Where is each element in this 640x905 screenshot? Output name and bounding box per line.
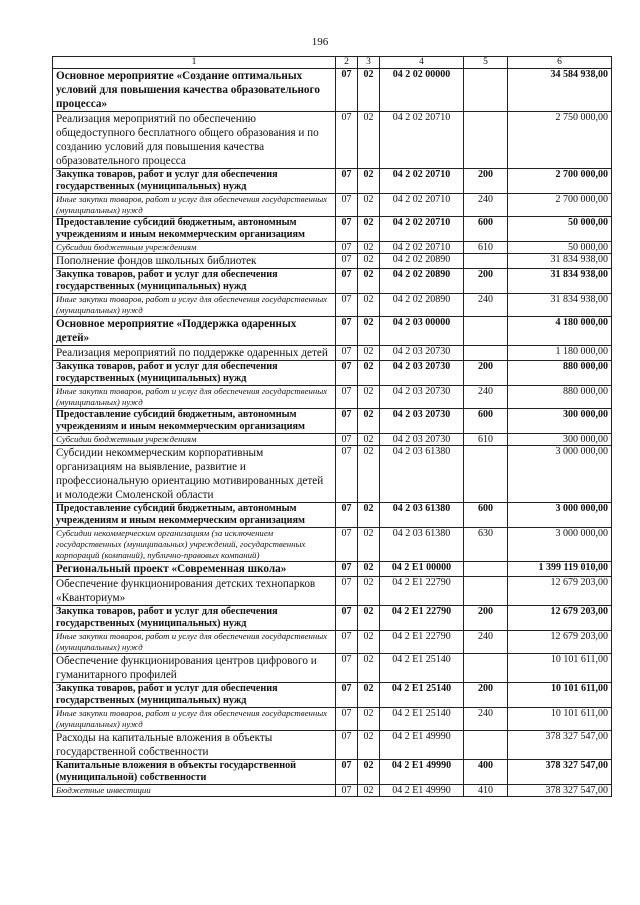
row-amount: 12 679 203,00 bbox=[508, 606, 612, 631]
table-row bbox=[53, 112, 612, 169]
row-amount: 12 679 203,00 bbox=[508, 577, 612, 606]
row-target-article: 04 2 02 20710 bbox=[380, 169, 464, 194]
row-amount: 880 000,00 bbox=[508, 361, 612, 386]
row-expense-type bbox=[464, 112, 508, 169]
table-row bbox=[53, 434, 612, 446]
row-section: 07 bbox=[336, 217, 358, 242]
row-amount: 3 000 000,00 bbox=[508, 528, 612, 562]
row-section: 07 bbox=[336, 269, 358, 294]
row-section: 07 bbox=[336, 317, 358, 346]
row-subsection: 02 bbox=[358, 294, 380, 317]
row-amount: 378 327 547,00 bbox=[508, 731, 612, 760]
row-amount: 1 180 000,00 bbox=[508, 346, 612, 361]
row-expense-type: 200 bbox=[464, 606, 508, 631]
row-subsection: 02 bbox=[358, 346, 380, 361]
table-row bbox=[53, 503, 612, 528]
table-row bbox=[53, 631, 612, 654]
table-row bbox=[53, 294, 612, 317]
row-amount: 2 700 000,00 bbox=[508, 194, 612, 217]
row-section: 07 bbox=[336, 386, 358, 409]
row-subsection: 02 bbox=[358, 409, 380, 434]
table-row bbox=[53, 269, 612, 294]
row-target-article: 04 2 E1 49990 bbox=[380, 785, 464, 797]
row-name: Закупка товаров, работ и услуг для обеспечения государственных (муниципальных) нужд bbox=[53, 361, 336, 386]
row-subsection: 02 bbox=[358, 446, 380, 503]
row-section: 07 bbox=[336, 409, 358, 434]
column-header-target-article: 4 bbox=[380, 57, 464, 69]
table-body bbox=[53, 69, 612, 797]
row-name: Иные закупки товаров, работ и услуг для обеспечения государственных (муниципальных) нужд bbox=[53, 386, 336, 409]
row-expense-type: 600 bbox=[464, 409, 508, 434]
row-target-article: 04 2 02 20710 bbox=[380, 112, 464, 169]
row-expense-type bbox=[464, 577, 508, 606]
row-name: Обеспечение функционирования центров цифрового и гуманитарного профилей bbox=[53, 654, 336, 683]
table-row bbox=[53, 528, 612, 562]
row-subsection: 02 bbox=[358, 217, 380, 242]
row-subsection: 02 bbox=[358, 785, 380, 797]
row-target-article: 04 2 03 20730 bbox=[380, 361, 464, 386]
row-target-article: 04 2 03 20730 bbox=[380, 346, 464, 361]
row-name: Пополнение фондов школьных библиотек bbox=[53, 254, 336, 269]
row-subsection: 02 bbox=[358, 654, 380, 683]
row-expense-type: 200 bbox=[464, 683, 508, 708]
row-subsection: 02 bbox=[358, 317, 380, 346]
column-header-subsection: 3 bbox=[358, 57, 380, 69]
row-amount: 1 399 119 010,00 bbox=[508, 562, 612, 577]
row-name: Иные закупки товаров, работ и услуг для обеспечения государственных (муниципальных) нужд bbox=[53, 708, 336, 731]
row-expense-type bbox=[464, 346, 508, 361]
row-name: Реализация мероприятий по поддержке одаренных детей bbox=[53, 346, 336, 361]
row-target-article: 04 2 02 00000 bbox=[380, 69, 464, 112]
row-target-article: 04 2 02 20710 bbox=[380, 194, 464, 217]
table-row bbox=[53, 194, 612, 217]
table-row bbox=[53, 242, 612, 254]
row-amount: 10 101 611,00 bbox=[508, 683, 612, 708]
row-section: 07 bbox=[336, 760, 358, 785]
row-subsection: 02 bbox=[358, 577, 380, 606]
budget-table bbox=[52, 56, 612, 797]
row-expense-type bbox=[464, 69, 508, 112]
row-name: Реализация мероприятий по обеспечению общедоступного бесплатного общего образования и по созданию условий для повышения качества образовательного процесса bbox=[53, 112, 336, 169]
row-name: Бюджетные инвестиции bbox=[53, 785, 336, 797]
row-section: 07 bbox=[336, 528, 358, 562]
row-name: Предоставление субсидий бюджетным, автономным учреждениям и иным некоммерческим организациям bbox=[53, 217, 336, 242]
row-name: Субсидии некоммерческим организациям (за исключением государственных (муниципальных) учреждений, государственных корпораций (компаний), публично-правовых компаний) bbox=[53, 528, 336, 562]
row-section: 07 bbox=[336, 254, 358, 269]
row-target-article: 04 2 E1 22790 bbox=[380, 631, 464, 654]
page-number: 196 bbox=[311, 36, 329, 48]
column-header-name: 1 bbox=[53, 57, 336, 69]
row-name: Иные закупки товаров, работ и услуг для обеспечения государственных (муниципальных) нужд bbox=[53, 294, 336, 317]
table-row bbox=[53, 361, 612, 386]
table-row bbox=[53, 562, 612, 577]
row-name: Закупка товаров, работ и услуг для обеспечения государственных (муниципальных) нужд bbox=[53, 269, 336, 294]
row-target-article: 04 2 03 00000 bbox=[380, 317, 464, 346]
row-expense-type: 410 bbox=[464, 785, 508, 797]
row-target-article: 04 2 03 20730 bbox=[380, 409, 464, 434]
row-target-article: 04 2 E1 49990 bbox=[380, 731, 464, 760]
row-amount: 10 101 611,00 bbox=[508, 708, 612, 731]
row-target-article: 04 2 02 20710 bbox=[380, 217, 464, 242]
row-target-article: 04 2 E1 25140 bbox=[380, 683, 464, 708]
row-amount: 300 000,00 bbox=[508, 409, 612, 434]
table-row bbox=[53, 785, 612, 797]
row-section: 07 bbox=[336, 112, 358, 169]
row-target-article: 04 2 E1 22790 bbox=[380, 577, 464, 606]
table-row bbox=[53, 731, 612, 760]
row-subsection: 02 bbox=[358, 386, 380, 409]
row-amount: 3 000 000,00 bbox=[508, 446, 612, 503]
row-amount: 31 834 938,00 bbox=[508, 254, 612, 269]
row-section: 07 bbox=[336, 562, 358, 577]
row-target-article: 04 2 E1 22790 bbox=[380, 606, 464, 631]
row-section: 07 bbox=[336, 631, 358, 654]
row-target-article: 04 2 02 20890 bbox=[380, 254, 464, 269]
row-target-article: 04 2 E1 25140 bbox=[380, 654, 464, 683]
row-name: Расходы на капитальные вложения в объекты государственной собственности bbox=[53, 731, 336, 760]
row-target-article: 04 2 02 20890 bbox=[380, 294, 464, 317]
row-subsection: 02 bbox=[358, 69, 380, 112]
table-row bbox=[53, 606, 612, 631]
row-name: Субсидии бюджетным учреждениям bbox=[53, 434, 336, 446]
column-header-expense-type: 5 bbox=[464, 57, 508, 69]
row-target-article: 04 2 02 20890 bbox=[380, 269, 464, 294]
row-subsection: 02 bbox=[358, 683, 380, 708]
row-expense-type: 600 bbox=[464, 503, 508, 528]
table-row bbox=[53, 708, 612, 731]
row-subsection: 02 bbox=[358, 708, 380, 731]
row-section: 07 bbox=[336, 361, 358, 386]
table-row bbox=[53, 654, 612, 683]
row-subsection: 02 bbox=[358, 562, 380, 577]
table-row bbox=[53, 577, 612, 606]
row-expense-type: 610 bbox=[464, 434, 508, 446]
row-amount: 10 101 611,00 bbox=[508, 654, 612, 683]
table-row bbox=[53, 446, 612, 503]
row-amount: 4 180 000,00 bbox=[508, 317, 612, 346]
row-subsection: 02 bbox=[358, 269, 380, 294]
row-expense-type: 200 bbox=[464, 169, 508, 194]
row-expense-type: 200 bbox=[464, 361, 508, 386]
row-section: 07 bbox=[336, 654, 358, 683]
row-expense-type: 240 bbox=[464, 631, 508, 654]
column-header-amount: 6 bbox=[508, 57, 612, 69]
row-subsection: 02 bbox=[358, 254, 380, 269]
row-subsection: 02 bbox=[358, 361, 380, 386]
row-section: 07 bbox=[336, 606, 358, 631]
table-row bbox=[53, 169, 612, 194]
row-expense-type: 400 bbox=[464, 760, 508, 785]
row-amount: 2 750 000,00 bbox=[508, 112, 612, 169]
row-expense-type: 600 bbox=[464, 217, 508, 242]
table-row bbox=[53, 346, 612, 361]
row-subsection: 02 bbox=[358, 760, 380, 785]
table-row bbox=[53, 69, 612, 112]
row-amount: 12 679 203,00 bbox=[508, 631, 612, 654]
row-expense-type: 240 bbox=[464, 386, 508, 409]
row-expense-type bbox=[464, 446, 508, 503]
row-expense-type bbox=[464, 254, 508, 269]
row-section: 07 bbox=[336, 708, 358, 731]
row-name: Закупка товаров, работ и услуг для обеспечения государственных (муниципальных) нужд bbox=[53, 683, 336, 708]
row-target-article: 04 2 03 61380 bbox=[380, 528, 464, 562]
row-subsection: 02 bbox=[358, 731, 380, 760]
row-amount: 880 000,00 bbox=[508, 386, 612, 409]
row-name: Иные закупки товаров, работ и услуг для обеспечения государственных (муниципальных) нужд bbox=[53, 631, 336, 654]
row-target-article: 04 2 E1 00000 bbox=[380, 562, 464, 577]
table-row bbox=[53, 254, 612, 269]
row-name: Субсидии некоммерческим корпоративным организациям на выявление, развитие и профессиональную ориентацию мотивированных детей и молодежи Смоленской области bbox=[53, 446, 336, 503]
row-target-article: 04 2 03 61380 bbox=[380, 503, 464, 528]
row-name: Закупка товаров, работ и услуг для обеспечения государственных (муниципальных) нужд bbox=[53, 606, 336, 631]
row-amount: 34 584 938,00 bbox=[508, 69, 612, 112]
row-target-article: 04 2 03 20730 bbox=[380, 386, 464, 409]
row-subsection: 02 bbox=[358, 528, 380, 562]
row-subsection: 02 bbox=[358, 606, 380, 631]
row-target-article: 04 2 E1 25140 bbox=[380, 708, 464, 731]
row-expense-type: 200 bbox=[464, 269, 508, 294]
row-subsection: 02 bbox=[358, 631, 380, 654]
row-subsection: 02 bbox=[358, 434, 380, 446]
header-row bbox=[53, 57, 612, 69]
row-expense-type: 240 bbox=[464, 294, 508, 317]
row-target-article: 04 2 03 20730 bbox=[380, 434, 464, 446]
row-amount: 2 700 000,00 bbox=[508, 169, 612, 194]
table-row bbox=[53, 386, 612, 409]
row-section: 07 bbox=[336, 242, 358, 254]
row-section: 07 bbox=[336, 446, 358, 503]
row-name: Иные закупки товаров, работ и услуг для обеспечения государственных (муниципальных) нужд bbox=[53, 194, 336, 217]
row-section: 07 bbox=[336, 785, 358, 797]
row-amount: 378 327 547,00 bbox=[508, 785, 612, 797]
row-expense-type bbox=[464, 317, 508, 346]
row-amount: 50 000,00 bbox=[508, 217, 612, 242]
row-subsection: 02 bbox=[358, 503, 380, 528]
row-section: 07 bbox=[336, 731, 358, 760]
row-target-article: 04 2 E1 49990 bbox=[380, 760, 464, 785]
row-expense-type bbox=[464, 731, 508, 760]
row-section: 07 bbox=[336, 503, 358, 528]
row-target-article: 04 2 02 20710 bbox=[380, 242, 464, 254]
row-name: Основное мероприятие «Создание оптимальных условий для повышения качества образовательного процесса» bbox=[53, 69, 336, 112]
row-section: 07 bbox=[336, 577, 358, 606]
row-amount: 50 000,00 bbox=[508, 242, 612, 254]
row-expense-type: 610 bbox=[464, 242, 508, 254]
row-section: 07 bbox=[336, 346, 358, 361]
row-expense-type: 240 bbox=[464, 708, 508, 731]
row-amount: 378 327 547,00 bbox=[508, 760, 612, 785]
table-row bbox=[53, 317, 612, 346]
row-section: 07 bbox=[336, 683, 358, 708]
row-name: Основное мероприятие «Поддержка одаренных детей» bbox=[53, 317, 336, 346]
row-section: 07 bbox=[336, 69, 358, 112]
row-name: Региональный проект «Современная школа» bbox=[53, 562, 336, 577]
row-subsection: 02 bbox=[358, 112, 380, 169]
row-expense-type: 630 bbox=[464, 528, 508, 562]
row-subsection: 02 bbox=[358, 194, 380, 217]
row-expense-type bbox=[464, 654, 508, 683]
row-name: Субсидии бюджетным учреждениям bbox=[53, 242, 336, 254]
column-header-section: 2 bbox=[336, 57, 358, 69]
table-row bbox=[53, 409, 612, 434]
row-name: Предоставление субсидий бюджетным, автономным учреждениям и иным некоммерческим организациям bbox=[53, 409, 336, 434]
row-expense-type: 240 bbox=[464, 194, 508, 217]
table-row bbox=[53, 683, 612, 708]
row-subsection: 02 bbox=[358, 169, 380, 194]
row-amount: 3 000 000,00 bbox=[508, 503, 612, 528]
row-amount: 31 834 938,00 bbox=[508, 269, 612, 294]
row-section: 07 bbox=[336, 294, 358, 317]
row-target-article: 04 2 03 61380 bbox=[380, 446, 464, 503]
row-name: Обеспечение функционирования детских технопарков «Кванториум» bbox=[53, 577, 336, 606]
row-section: 07 bbox=[336, 194, 358, 217]
row-subsection: 02 bbox=[358, 242, 380, 254]
table-row bbox=[53, 760, 612, 785]
row-section: 07 bbox=[336, 434, 358, 446]
row-amount: 300 000,00 bbox=[508, 434, 612, 446]
row-name: Предоставление субсидий бюджетным, автономным учреждениям и иным некоммерческим организациям bbox=[53, 503, 336, 528]
table-row bbox=[53, 217, 612, 242]
row-name: Капитальные вложения в объекты государственной (муниципальной) собственности bbox=[53, 760, 336, 785]
row-section: 07 bbox=[336, 169, 358, 194]
row-name: Закупка товаров, работ и услуг для обеспечения государственных (муниципальных) нужд bbox=[53, 169, 336, 194]
row-amount: 31 834 938,00 bbox=[508, 294, 612, 317]
row-expense-type bbox=[464, 562, 508, 577]
